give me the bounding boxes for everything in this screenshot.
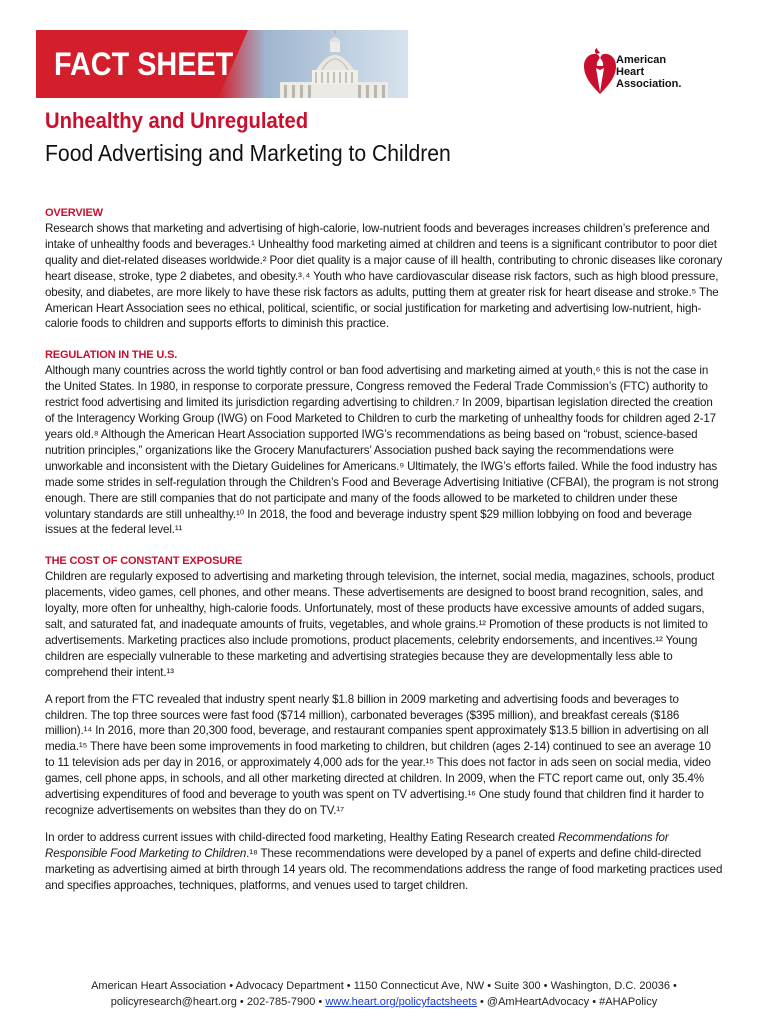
footer-contact: policyresearch@heart.org • 202-785-7900 • www.heart.org/policyfactsheets • @AmHeartAdvocacy • #AHAPolicy [110, 996, 658, 1008]
document-title: Unhealthy and Unregulated [45, 108, 309, 133]
policy-factsheets-link[interactable]: www.heart.org/policyfactsheets [325, 996, 477, 1008]
exposure-paragraph-1: Children are regularly exposed to advertising and marketing through television, the internet, social media, magazines, schools, product placements, video games, cell phones, and other means. These advertisements are designed to boost brand recognition, sales, and loyalty, more often for unhealthy, high-calorie foods. Unfortunately, most of these products have excessive amounts of added sugars, salt, and saturated fat, and inadequate amounts of fruits, vegetables, and whole grains.¹² Promotion of these products is not limited to advertisements. Marketing practices also include promotions, product placements, celebrity endorsements, and incentives.¹² Young children are especially vulnerable to these marketing and advertising strategies because they are developmentally less able to comprehend their intent.¹³ [45, 570, 715, 679]
recommendations-title: Recommendations for Responsible Food Marketing to Children [45, 830, 669, 860]
logo-text: American Heart Association. [616, 54, 682, 90]
exposure-paragraph-3: In order to address current issues with child-directed food marketing, Healthy Eating Research created Recommendations for Responsible Food Marketing to Children.¹⁸ These recommendations were developed by a panel of experts and define child-directed marketing as advertising aimed at birth through 14 years old. The recommendations address the range of food marketing practices used and specifies approaches, techniques, platforms, and venues used to target children. [45, 830, 723, 892]
overview-paragraph: Research shows that marketing and advertising of high-calorie, low-nutrient foods and beverages increases children’s preference and intake of unhealthy foods and beverages.¹ Unhealthy food marketing aimed at children and teens is a significant contributor to poor diet quality and diet-related diseases worldwide.² Poor diet quality is a major cause of ill health, contributing to chronic diseases like coronary heart disease, stroke, type 2 diabetes, and obesity.³˒⁴ Youth who have cardiovascular disease risk factors, such as high blood pressure, obesity, and diabetes, are more likely to have these risk factors as adults, putting them at greater risk for heart disease and stroke.⁵ The American Heart Association sees no ethical, political, scientific, or social justification for marketing and advertising low-nutrient, high-calorie foods to children and supports efforts to diminish this practice. [45, 222, 723, 331]
heart-torch-icon [584, 48, 616, 96]
exposure-paragraph-2: A report from the FTC revealed that industry spent nearly $1.8 billion in 2009 marketing and advertising foods and beverages to children. The top three sources were fast food ($714 million), carbonated beverages ($395 million), and breakfast cereals ($186 million).¹⁴ In 2016, more than 20,300 food, beverage, and restaurant companies spent approximately $13.5 billion in advertising on all media.¹⁵ There have been some improvements in food marketing to children, but children (ages 2-14) continued to see an average 10 to 11 television ads per day in 2016, or approximately 4,000 ads for the year.¹⁵ This does not factor in ads seen on social media, video games, cell phone apps, in schools, and all other marketing directed at children. In 2009, when the FTC report came out, only 35.4% advertising expenditures of food and beverage to youth was spent on TV advertising.¹⁶ One study found that children find it harder to recognize advertisements on websites than they do on TV.¹⁷ [45, 692, 711, 817]
document-subtitle: Food Advertising and Marketing to Children [45, 140, 451, 166]
capitol-dome-image [218, 30, 408, 98]
footer-address: American Heart Association • Advocacy Department • 1150 Connecticut Ave, NW • Suite 300 • Washington, D.C. 20036 • [91, 980, 677, 992]
footer [0, 978, 768, 1010]
fact-sheet-body [45, 205, 723, 894]
fact-sheet-banner [36, 30, 408, 98]
exposure-heading: THE COST OF CONSTANT EXPOSURE [45, 555, 243, 568]
aha-logo [584, 48, 714, 96]
regulation-paragraph: Although many countries across the world tightly control or ban food advertising and marketing aimed at youth,⁶ this is not the case in the United States. In 1980, in response to corporate pressure, Congress removed the Federal Trade Commission’s (FTC) authority to restrict food advertising and limited its jurisdiction regarding advertising to children.⁷ In 2009, bipartisan legislation directed the creation of the Interagency Working Group (IWG) on Food Marketed to Children to curb the marketing of unhealthy foods for children aged 2-17 years old.⁸ Although the American Heart Association supported IWG’s recommendations as being based on “robust, science-based nutrition principles,” organizations like the Grocery Manufacturers’ Association pushed back saying the recommendations were unworkable and inconsistent with the Dietary Guidelines for Americans.⁹ Ultimately, the IWG’s efforts failed. While the food industry has made some strides in self-regulation through the Children’s Food and Beverage Advertising Initiative (CFBAI), the program is not strong enough. There are still companies that do not participate and many of the foods allowed to be marketed to children under these voluntary standards are still unhealthy.¹⁰ In 2018, the food and beverage industry spent $29 million lobbying on food and beverage issues at the federal level.¹¹ [45, 364, 719, 537]
banner-title: FACT SHEET [54, 46, 234, 82]
regulation-heading: REGULATION IN THE U.S. [45, 349, 178, 362]
overview-heading: OVERVIEW [45, 207, 103, 219]
